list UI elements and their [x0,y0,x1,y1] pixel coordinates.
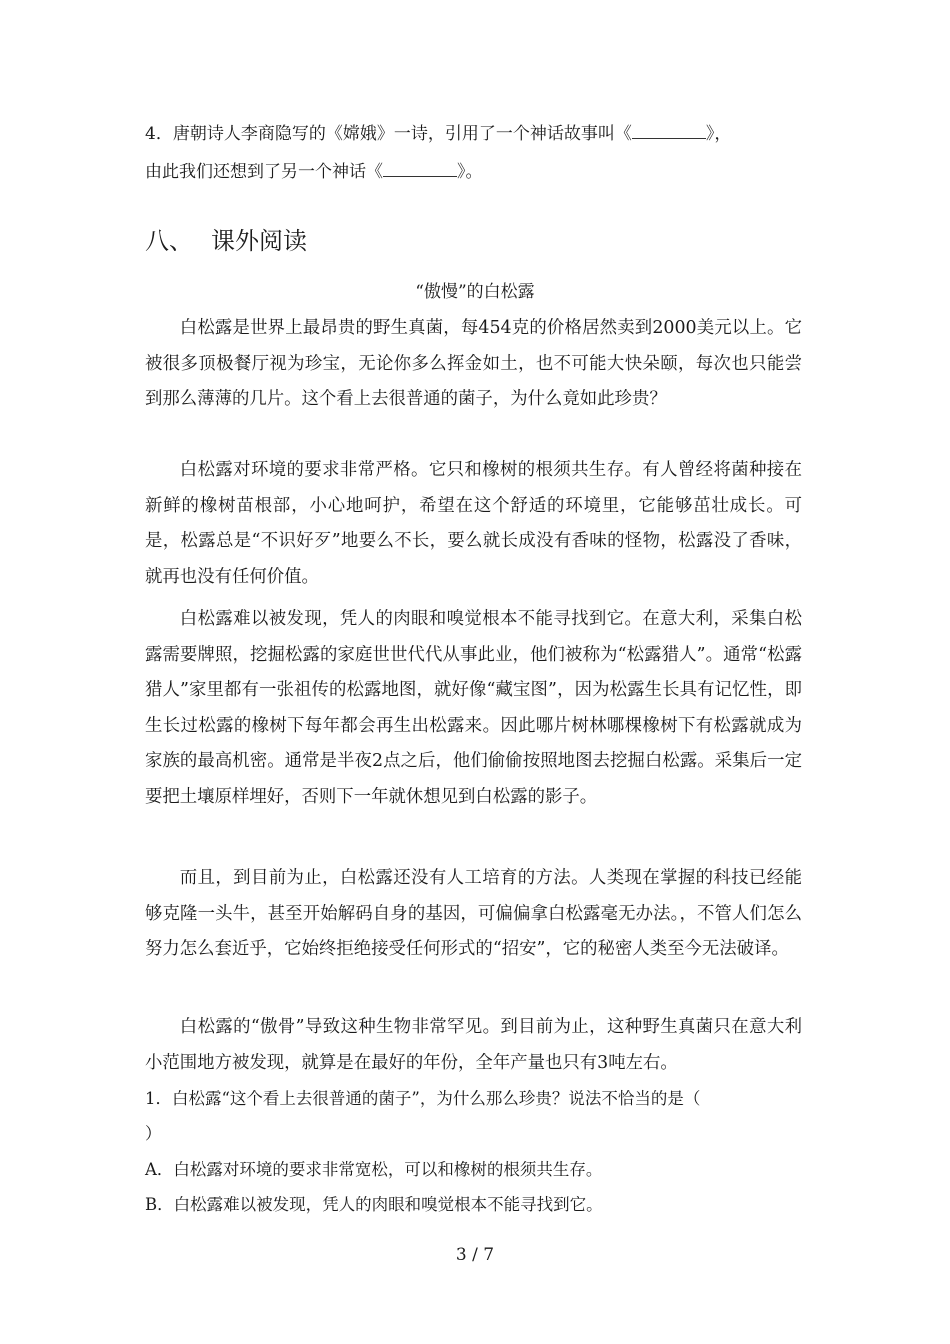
page-number: 3 / 7 [455,1245,495,1265]
section-heading [145,226,307,256]
question-4-text-2-end: 》。 [457,162,483,182]
question-4-text-2: 由此我们还想到了另一个神话《 [145,162,383,182]
answer-blank-1[interactable] [632,124,706,139]
article-paragraph-1: 白松露是世界上最昂贵的野生真菌，每454克的价格居然卖到2000美元以上。它被很多顶极餐厅视为珍宝，无论你多么挥金如土，也不可能大快朵颐，每次也只能尝到那么薄薄的几片。这个看上去很普通的菌子，为什么竟如此珍贵？ [145,318,802,409]
question-1-stem: 1．白松露“这个看上去很普通的菌子”，为什么那么珍贵？说法不恰当的是（ [145,1089,701,1108]
question-4-line-2 [145,162,483,182]
question-1-option-b[interactable]: B．白松露难以被发现，凭人的肉眼和嗅觉根本不能寻找到它。 [145,1195,603,1214]
article-paragraph-3: 白松露难以被发现，凭人的肉眼和嗅觉根本不能寻找到它。在意大利，采集白松露需要牌照，挖掘松露的家庭世世代代从事此业，他们被称为“松露猎人”。通常“松露猎人”家里都有一张祖传的松露地图，就好像“藏宝图”，因为松露生长具有记忆性，即生长过松露的橡树下每年都会再生出松露来。因此哪片树林哪棵橡树下有松露就成为家族的最高机密。通常是半夜2点之后，他们偷偷按照地图去挖掘白松露。采集后一定要把土壤原样埋好，否则下一年就休想见到白松露的影子。 [145,609,802,807]
question-4-text-1: 4．唐朝诗人李商隐写的《嫦娥》一诗，引用了一个神话故事叫《 [145,124,632,144]
article-paragraph-2: 白松露对环境的要求非常严格。它只和橡树的根须共生存。有人曾经将菌种接在新鲜的橡树苗根部，小心地呵护，希望在这个舒适的环境里，它能够茁壮成长。可是，松露总是“不识好歹”地要么不长，要么就长成没有香味的怪物，松露没了香味，就再也没有任何价值。 [145,460,802,587]
section-number: 八、 [145,227,193,255]
article-paragraph-5: 白松露的“傲骨”导致这种生物非常罕见。到目前为止，这种野生真菌只在意大利小范围地方被发现，就算是在最好的年份，全年产量也只有3吨左右。 [145,1017,802,1073]
question-1-stem-end: ） [145,1124,162,1143]
question-4-text-1-end: 》， [705,124,732,144]
question-1-option-a[interactable]: A．白松露对环境的要求非常宽松，可以和橡树的根须共生存。 [145,1160,603,1179]
article-paragraph-4: 而且，到目前为止，白松露还没有人工培育的方法。人类现在掌握的科技已经能够克隆一头牛，甚至开始解码自身的基因，可偏偏拿白松露毫无办法。，不管人们怎么努力怎么套近乎，它始终拒绝接受任何形式的“招安”，它的秘密人类至今无法破译。 [145,868,802,959]
question-4-line-1 [145,124,731,144]
article-title: “傲慢”的白松露 [415,282,535,302]
answer-blank-2[interactable] [383,162,457,177]
section-title: 课外阅读 [211,227,307,255]
